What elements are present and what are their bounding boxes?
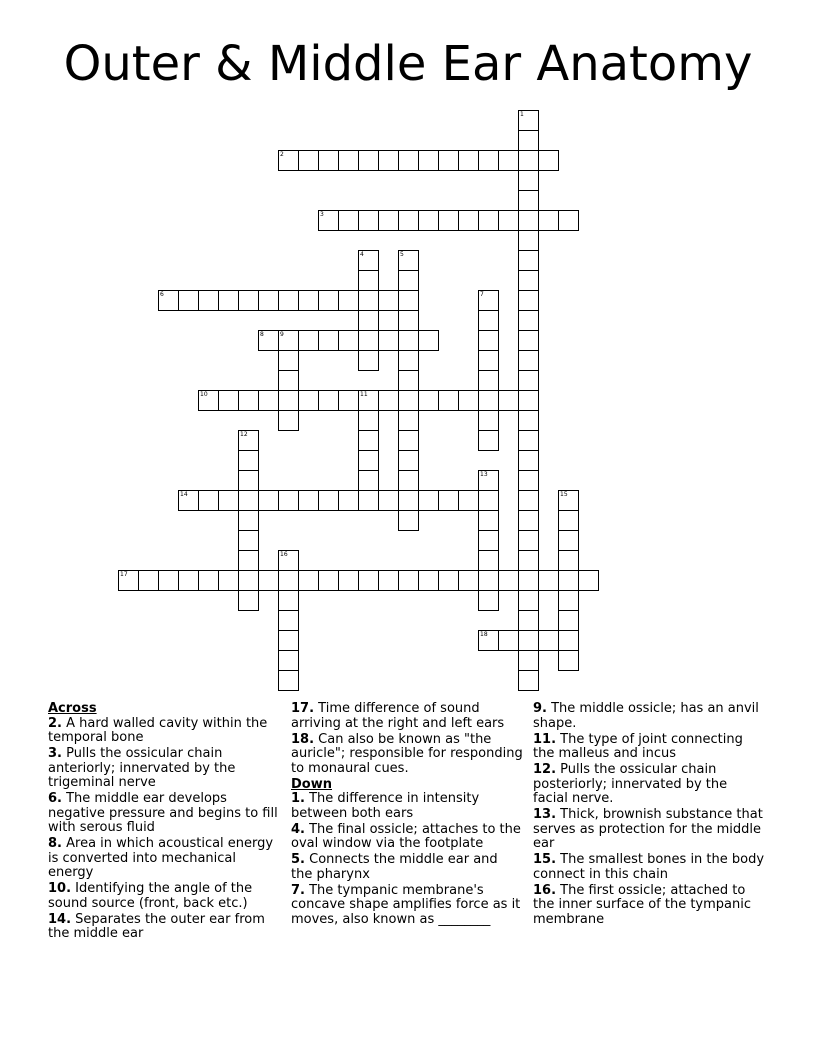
down-heading: Down xyxy=(291,776,332,792)
grid-cell[interactable] xyxy=(418,330,439,351)
clue-number-10: 10 xyxy=(200,391,208,398)
across-clue xyxy=(48,882,280,911)
grid-cell[interactable] xyxy=(278,410,299,431)
grid-cell[interactable] xyxy=(398,350,419,371)
grid-cell[interactable] xyxy=(238,510,259,531)
clue-text: Connects the middle ear and the pharynx xyxy=(291,852,498,882)
grid-cell[interactable] xyxy=(338,390,359,411)
grid-cell[interactable] xyxy=(358,210,379,231)
grid-cell[interactable] xyxy=(198,290,219,311)
clue-text: The final ossicle; attaches to the oval window via the footplate xyxy=(291,821,521,851)
across-clue xyxy=(48,792,280,836)
clue-text: Pulls the ossicular chain posteriorly; innervated by the facial nerve. xyxy=(533,762,728,806)
down-clue xyxy=(533,733,765,762)
clue-number: 16. xyxy=(533,882,557,898)
grid-cell[interactable] xyxy=(458,490,479,511)
clue-text: Can also be known as "the auricle"; responsible for responding to monaural cues. xyxy=(291,731,523,776)
clue-number: 12. xyxy=(533,762,557,777)
grid-cell[interactable] xyxy=(558,650,579,671)
across-clue xyxy=(291,702,523,731)
puzzle-title: Outer & Middle Ear Anatomy xyxy=(63,36,753,92)
grid-cell[interactable] xyxy=(518,390,539,411)
clue-number-11: 11 xyxy=(360,391,368,398)
grid-cell[interactable] xyxy=(198,570,219,591)
grid-cell[interactable] xyxy=(138,570,159,591)
clues-column-1 xyxy=(48,702,280,943)
grid-cell[interactable] xyxy=(538,570,559,591)
clue-text: Separates the outer ear from the middle ear xyxy=(48,911,265,941)
grid-cell[interactable] xyxy=(398,310,419,331)
down-clue xyxy=(291,884,523,928)
grid-cell[interactable] xyxy=(498,150,519,171)
grid-cell[interactable] xyxy=(238,550,259,571)
clue-number: 17. xyxy=(291,701,315,716)
grid-cell[interactable] xyxy=(338,570,359,591)
clue-text: Pulls the ossicular chain anteriorly; innervated by the trigeminal nerve xyxy=(48,746,236,790)
clue-number: 4. xyxy=(291,821,305,837)
grid-cell[interactable] xyxy=(278,390,299,411)
grid-cell[interactable] xyxy=(358,250,379,271)
grid-cell[interactable] xyxy=(278,370,299,391)
clue-number: 1. xyxy=(291,791,305,806)
grid-cell[interactable] xyxy=(198,490,219,511)
down-clue xyxy=(291,853,523,882)
across-clue xyxy=(48,717,280,746)
grid-cell[interactable] xyxy=(398,250,419,271)
grid-cell[interactable] xyxy=(278,650,299,671)
clue-number-13: 13 xyxy=(480,471,488,478)
grid-cell[interactable] xyxy=(518,350,539,371)
grid-cell[interactable] xyxy=(398,370,419,391)
grid-cell[interactable] xyxy=(518,510,539,531)
grid-cell[interactable] xyxy=(358,570,379,591)
grid-cell[interactable] xyxy=(558,570,579,591)
grid-cell[interactable] xyxy=(378,210,399,231)
grid-cell[interactable] xyxy=(418,570,439,591)
grid-cell[interactable] xyxy=(338,150,359,171)
grid-cell[interactable] xyxy=(518,190,539,211)
grid-cell[interactable] xyxy=(358,470,379,491)
grid-cell[interactable] xyxy=(478,390,499,411)
grid-cell[interactable] xyxy=(518,170,539,191)
grid-cell[interactable] xyxy=(278,490,299,511)
grid-cell[interactable] xyxy=(538,630,559,651)
grid-cell[interactable] xyxy=(478,210,499,231)
clue-number: 5. xyxy=(291,852,305,867)
grid-cell[interactable] xyxy=(298,490,319,511)
grid-cell[interactable] xyxy=(258,490,279,511)
grid-cell[interactable] xyxy=(198,390,219,411)
grid-cell[interactable] xyxy=(298,290,319,311)
grid-cell[interactable] xyxy=(338,210,359,231)
clue-number: 9. xyxy=(533,701,547,716)
grid-cell[interactable] xyxy=(398,430,419,451)
grid-cell[interactable] xyxy=(258,290,279,311)
clue-number-1: 1 xyxy=(520,111,524,118)
grid-cell[interactable] xyxy=(358,450,379,471)
grid-cell[interactable] xyxy=(358,290,379,311)
grid-cell[interactable] xyxy=(518,310,539,331)
clue-number: 18. xyxy=(291,731,315,747)
grid-cell[interactable] xyxy=(558,630,579,651)
grid-cell[interactable] xyxy=(478,470,499,491)
grid-cell[interactable] xyxy=(318,210,339,231)
clue-text: The tympanic membrane's concave shape amplifies force as it moves, also known as ________ xyxy=(291,882,521,927)
grid-cell[interactable] xyxy=(278,290,299,311)
grid-cell[interactable] xyxy=(218,570,239,591)
grid-cell[interactable] xyxy=(518,650,539,671)
down-clue xyxy=(291,823,523,852)
grid-cell[interactable] xyxy=(498,570,519,591)
grid-cell[interactable] xyxy=(278,550,299,571)
grid-cell[interactable] xyxy=(378,390,399,411)
clue-number-16: 16 xyxy=(280,551,288,558)
grid-cell[interactable] xyxy=(518,130,539,151)
clue-text: Time difference of sound arriving at the right and left ears xyxy=(291,701,505,731)
grid-cell[interactable] xyxy=(238,290,259,311)
grid-cell[interactable] xyxy=(478,510,499,531)
grid-cell[interactable] xyxy=(398,290,419,311)
grid-cell[interactable] xyxy=(398,390,419,411)
grid-cell[interactable] xyxy=(118,570,139,591)
clues-column-2 xyxy=(291,702,523,929)
grid-cell[interactable] xyxy=(398,490,419,511)
grid-cell[interactable] xyxy=(398,270,419,291)
clue-number-9: 9 xyxy=(280,331,284,338)
grid-cell[interactable] xyxy=(278,570,299,591)
grid-cell[interactable] xyxy=(218,390,239,411)
grid-cell[interactable] xyxy=(478,550,499,571)
grid-cell[interactable] xyxy=(458,390,479,411)
grid-cell[interactable] xyxy=(378,290,399,311)
grid-cell[interactable] xyxy=(178,290,199,311)
grid-cell[interactable] xyxy=(518,270,539,291)
grid-cell[interactable] xyxy=(338,290,359,311)
down-clue xyxy=(533,763,765,807)
grid-cell[interactable] xyxy=(358,150,379,171)
clue-number-8: 8 xyxy=(260,331,264,338)
clues-column-3 xyxy=(533,702,765,929)
clue-number-15: 15 xyxy=(560,491,568,498)
grid-cell[interactable] xyxy=(538,210,559,231)
grid-cell[interactable] xyxy=(518,630,539,651)
across-clue xyxy=(291,733,523,777)
clue-number-12: 12 xyxy=(240,431,248,438)
clue-number-4: 4 xyxy=(360,251,364,258)
grid-cell[interactable] xyxy=(278,670,299,691)
grid-cell[interactable] xyxy=(478,570,499,591)
grid-cell[interactable] xyxy=(518,450,539,471)
grid-cell[interactable] xyxy=(318,330,339,351)
grid-cell[interactable] xyxy=(238,450,259,471)
clue-number-7: 7 xyxy=(480,291,484,298)
down-clue xyxy=(533,702,765,731)
grid-cell[interactable] xyxy=(518,230,539,251)
grid-cell[interactable] xyxy=(518,150,539,171)
grid-cell[interactable] xyxy=(478,410,499,431)
clue-number-14: 14 xyxy=(180,491,188,498)
clue-number: 14. xyxy=(48,911,72,927)
grid-cell[interactable] xyxy=(518,430,539,451)
grid-cell[interactable] xyxy=(398,330,419,351)
grid-cell[interactable] xyxy=(478,590,499,611)
grid-cell[interactable] xyxy=(478,490,499,511)
grid-cell[interactable] xyxy=(438,490,459,511)
grid-cell[interactable] xyxy=(418,490,439,511)
down-clue xyxy=(533,808,765,852)
grid-cell[interactable] xyxy=(338,330,359,351)
clue-number: 7. xyxy=(291,882,305,898)
clue-number: 10. xyxy=(48,881,72,896)
grid-cell[interactable] xyxy=(298,330,319,351)
grid-cell[interactable] xyxy=(278,150,299,171)
grid-cell[interactable] xyxy=(298,390,319,411)
grid-cell[interactable] xyxy=(318,150,339,171)
grid-cell[interactable] xyxy=(158,570,179,591)
grid-cell[interactable] xyxy=(318,570,339,591)
grid-cell[interactable] xyxy=(398,470,419,491)
grid-cell[interactable] xyxy=(438,210,459,231)
grid-cell[interactable] xyxy=(478,430,499,451)
down-clue xyxy=(533,853,765,882)
grid-cell[interactable] xyxy=(278,630,299,651)
across-clue xyxy=(48,837,280,881)
grid-cell[interactable] xyxy=(378,330,399,351)
grid-cell[interactable] xyxy=(178,570,199,591)
grid-cell[interactable] xyxy=(478,290,499,311)
grid-cell[interactable] xyxy=(498,390,519,411)
grid-cell[interactable] xyxy=(238,490,259,511)
grid-cell[interactable] xyxy=(518,110,539,131)
clue-number: 15. xyxy=(533,852,557,867)
clue-number-5: 5 xyxy=(400,251,404,258)
grid-cell[interactable] xyxy=(238,590,259,611)
grid-cell[interactable] xyxy=(378,490,399,511)
grid-cell[interactable] xyxy=(398,450,419,471)
grid-cell[interactable] xyxy=(298,570,319,591)
grid-cell[interactable] xyxy=(558,610,579,631)
clue-text: The type of joint connecting the malleus and incus xyxy=(533,731,743,761)
grid-cell[interactable] xyxy=(378,570,399,591)
grid-cell[interactable] xyxy=(278,330,299,351)
grid-cell[interactable] xyxy=(358,270,379,291)
grid-cell[interactable] xyxy=(518,490,539,511)
grid-cell[interactable] xyxy=(438,570,459,591)
grid-cell[interactable] xyxy=(518,370,539,391)
clue-number: 6. xyxy=(48,791,62,806)
grid-cell[interactable] xyxy=(258,330,279,351)
grid-cell[interactable] xyxy=(238,390,259,411)
grid-cell[interactable] xyxy=(438,390,459,411)
grid-cell[interactable] xyxy=(518,290,539,311)
grid-cell[interactable] xyxy=(478,330,499,351)
clue-number: 3. xyxy=(48,746,62,761)
grid-cell[interactable] xyxy=(518,250,539,271)
clue-number: 11. xyxy=(533,731,557,747)
clue-number-2: 2 xyxy=(280,151,284,158)
clue-number-3: 3 xyxy=(320,211,324,218)
grid-cell[interactable] xyxy=(478,530,499,551)
grid-cell[interactable] xyxy=(158,290,179,311)
grid-cell[interactable] xyxy=(318,290,339,311)
grid-cell[interactable] xyxy=(378,150,399,171)
grid-cell[interactable] xyxy=(178,490,199,511)
grid-cell[interactable] xyxy=(558,530,579,551)
grid-cell[interactable] xyxy=(278,590,299,611)
grid-cell[interactable] xyxy=(558,550,579,571)
grid-cell[interactable] xyxy=(338,490,359,511)
clue-number: 13. xyxy=(533,807,557,822)
clue-text: A hard walled cavity within the temporal bone xyxy=(48,715,268,745)
clue-text: Area in which acoustical energy is converted into mechanical energy xyxy=(48,836,274,880)
grid-cell[interactable] xyxy=(398,410,419,431)
down-clue xyxy=(533,884,765,928)
grid-cell[interactable] xyxy=(458,210,479,231)
grid-cell[interactable] xyxy=(398,150,419,171)
grid-cell[interactable] xyxy=(498,630,519,651)
grid-cell[interactable] xyxy=(358,430,379,451)
grid-cell[interactable] xyxy=(458,570,479,591)
grid-cell[interactable] xyxy=(518,330,539,351)
grid-cell[interactable] xyxy=(218,290,239,311)
clue-text: The first ossicle; attached to the inner surface of the tympanic membrane xyxy=(533,882,752,927)
grid-cell[interactable] xyxy=(438,150,459,171)
grid-cell[interactable] xyxy=(558,590,579,611)
grid-cell[interactable] xyxy=(238,430,259,451)
grid-cell[interactable] xyxy=(518,610,539,631)
clue-text: The smallest bones in the body connect in this chain xyxy=(533,852,765,882)
grid-cell[interactable] xyxy=(478,350,499,371)
grid-cell[interactable] xyxy=(458,150,479,171)
grid-cell[interactable] xyxy=(238,570,259,591)
grid-cell[interactable] xyxy=(478,310,499,331)
grid-cell[interactable] xyxy=(258,570,279,591)
grid-cell[interactable] xyxy=(418,390,439,411)
clue-number: 2. xyxy=(48,715,62,731)
grid-cell[interactable] xyxy=(258,390,279,411)
grid-cell[interactable] xyxy=(398,510,419,531)
clue-number: 8. xyxy=(48,836,62,851)
grid-cell[interactable] xyxy=(238,530,259,551)
clue-text: The middle ear develops negative pressure and begins to fill with serous fluid xyxy=(48,791,278,835)
across-clue xyxy=(48,747,280,791)
grid-cell[interactable] xyxy=(358,330,379,351)
grid-cell[interactable] xyxy=(358,410,379,431)
clue-text: Thick, brownish substance that serves as protection for the middle ear xyxy=(533,807,763,851)
grid-cell[interactable] xyxy=(218,490,239,511)
grid-cell[interactable] xyxy=(518,570,539,591)
grid-cell[interactable] xyxy=(358,310,379,331)
grid-cell[interactable] xyxy=(518,210,539,231)
grid-cell[interactable] xyxy=(278,350,299,371)
grid-cell[interactable] xyxy=(558,490,579,511)
across-heading: Across xyxy=(48,701,97,716)
grid-cell[interactable] xyxy=(518,550,539,571)
clue-text: The middle ossicle; has an anvil shape. xyxy=(533,701,759,731)
clue-number-18: 18 xyxy=(480,631,488,638)
grid-cell[interactable] xyxy=(558,510,579,531)
grid-cell[interactable] xyxy=(358,350,379,371)
clue-number-6: 6 xyxy=(160,291,164,298)
grid-cell[interactable] xyxy=(238,470,259,491)
grid-cell[interactable] xyxy=(478,370,499,391)
grid-cell[interactable] xyxy=(418,150,439,171)
grid-cell[interactable] xyxy=(538,150,559,171)
across-clue xyxy=(48,913,280,942)
clue-text: Identifying the angle of the sound source (front, back etc.) xyxy=(48,881,253,911)
grid-cell[interactable] xyxy=(578,570,599,591)
grid-cell[interactable] xyxy=(518,590,539,611)
grid-cell[interactable] xyxy=(318,490,339,511)
grid-cell[interactable] xyxy=(498,210,519,231)
grid-cell[interactable] xyxy=(398,570,419,591)
grid-cell[interactable] xyxy=(418,210,439,231)
grid-cell[interactable] xyxy=(558,210,579,231)
grid-cell[interactable] xyxy=(278,610,299,631)
clue-number-17: 17 xyxy=(120,571,128,578)
grid-cell[interactable] xyxy=(518,530,539,551)
grid-cell[interactable] xyxy=(398,210,419,231)
grid-cell[interactable] xyxy=(518,410,539,431)
grid-cell[interactable] xyxy=(298,150,319,171)
grid-cell[interactable] xyxy=(478,630,499,651)
grid-cell[interactable] xyxy=(478,150,499,171)
grid-cell[interactable] xyxy=(518,470,539,491)
grid-cell[interactable] xyxy=(518,670,539,691)
down-clue xyxy=(291,792,523,821)
clue-text: The difference in intensity between both ears xyxy=(291,791,480,821)
grid-cell[interactable] xyxy=(358,390,379,411)
grid-cell[interactable] xyxy=(318,390,339,411)
grid-cell[interactable] xyxy=(358,490,379,511)
